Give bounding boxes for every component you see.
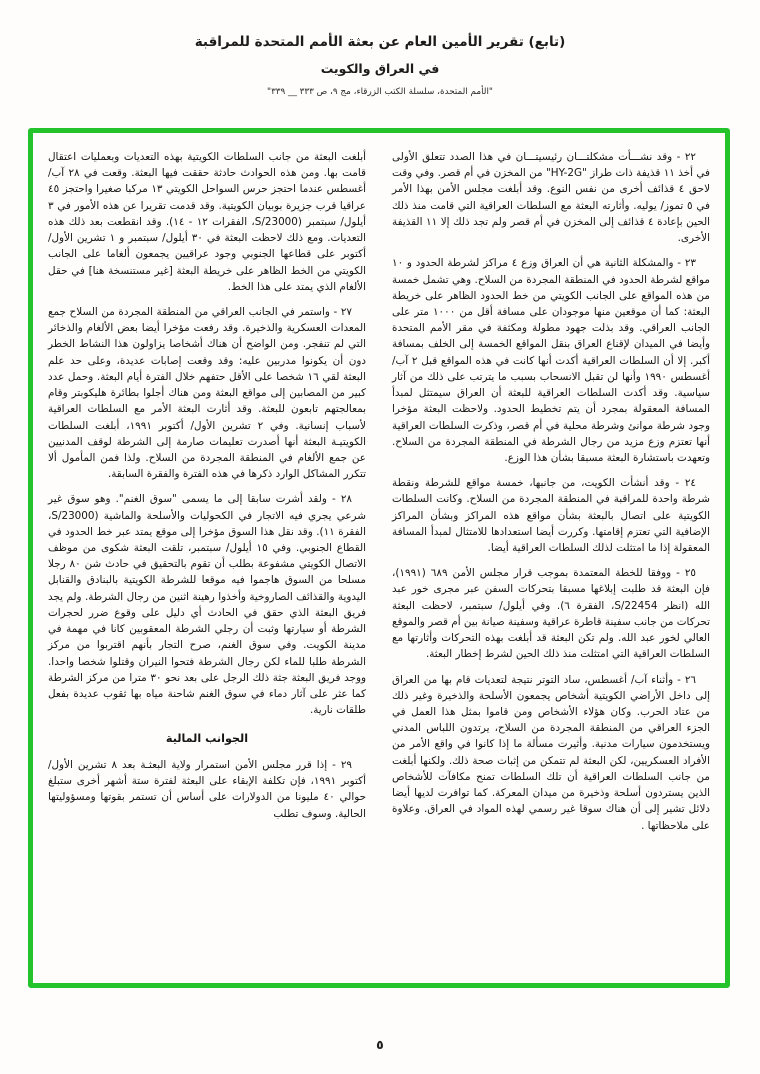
column-right <box>392 149 710 973</box>
paragraph-23: ٢٣ - والمشكلة الثانية هي أن العراق وزع ٤ مراكز لشرطة الحدود و ١٠ مواقع لشرطة الحدود في المنطقة المجردة من السلاح. وهي تشمل خمسة من هذه المواقع على الجانب الكويتي من خط الحدود الظاهر على خريطة البعثة: كما أن موقعين منها موجودان على مسافة أقل من ١٠٠٠ متر على الجانب العراقي. وقد بذلت جهود مطولة ومكثفة في مقر الأمم المتحدة وأيضا في الميدان لإقناع العراق بنقل المواقع الخمسة إلى الخلف بمسافة أكبر. إلا أن السلطات العراقية أكدت أنها كانت في هذه المواقع قبل ٢ آب/ أغسطس ١٩٩٠ وأنها لن تقبل الانسحاب بسبب ما يترتب على ذلك من آثار سياسية. وقد أكدت السلطات العراقية للبعثة أن العراق سيمتثل لمبدأ المسافة المعقولة بمجرد أن يتم تخطيط الحدود. ولاحظت البعثة مؤخرا وجود شرطة موانئ وشرطة محلية في أم قصر، وذكرت السلطات العراقية أنها تعتزم وزع مزيد من رجال الشرطة في المنطقة المجردة من السلاح. وتعهدت باستشارة البعثة مسبقا بشأن هذا الوزع. <box>392 257 710 464</box>
paragraph-25: ٢٥ - ووفقا للخطة المعتمدة بموجب قرار مجلس الأمن ٦٨٩ (١٩٩١)، فإن البعثة قد طلبت إبلاغها مسبقا بتحركات السفن عبر مجرى خور عبد الله (انظر S/22454، الفقرة ٦). وفي أيلول/ سبتمبر، لاحظت البعثة تحركات من جانب سفينة قاطرة عراقية وسفينة صيانة بين أم قصر والموقع العالي لخور عبد الله. ولم تكن البعثة قد أبلغت بهذه التحركات وأثارتها مع السلطات العراقية التي امتثلت منذ ذلك الحين لشرط إخطار البعثة. <box>392 567 711 661</box>
paragraph-26: ٢٦ - وأثناء آب/ أغسطس، ساد التوتر نتيجة لتعديات قام بها من العراق إلى داخل الأراضي الكويتية أشخاص يجمعون الأسلحة والذخيرة وغير ذلك من عتاد الحرب. وكان هؤلاء الأشخاص ومن قاموا بمثل هذا العمل في الجزء العراقي من المنطقة المجردة من السلاح، يرتدون اللباس المدني ويستخدمون سيارات مدنية. وأثيرت مسألة ما إذا كانوا في واقع الأمر من الأفراد العسكريين، لكن البعثة لم تتمكن من إثبات صحة ذلك. ولكنها أبلغت من جانب السلطات العراقية أن تلك السلطات تمنح مكافآت للأشخاص الذين يستردون أسلحة وذخيرة من ميدان المعركة. كما توافرت لديها أيضا دلائل تشير إلى أن هناك سوقا غير رسمي لهذه المواد في العراق. وعلاوة على ملاحظاتها . <box>392 673 710 832</box>
report-title-line-1: (تابع) تقرير الأمين العام عن بعثة الأمم المتحدة للمراقبة <box>194 34 566 50</box>
document-header <box>0 34 760 97</box>
paragraph-29: ٢٩ - إذا قرر مجلس الأمن استمرار ولاية البعثـة بعد ٨ تشرين الأول/ أكتوبر ١٩٩١، فإن تكلفة الإبقاء على البعثة لفترة ستة أشهر أخرى ستبلغ حوالي ٤٠ مليونا من الدولارات على أساس أن تستمر بقوتها ومسؤوليتها الحالية. وسوف تطلب <box>48 758 367 820</box>
source-citation: "الأمم المتحدة، سلسلة الكتب الزرقاء، مج ٩، ص ٣٣٣ __ ٣٣٩" <box>267 87 493 97</box>
report-title-line-2: في العراق والكويت <box>320 61 440 76</box>
content-frame-green-border <box>28 128 730 988</box>
paragraph-24: ٢٤ - وقد أنشأت الكويت، من جانبها، خمسة مواقع للشرطة ونقطة شرطة واحدة للمراقبة في المنطقة المجردة من السلاح. وكانت السلطات الكويتية على اتصال بالبعثة بشأن مواقع هذه المراكز وبشأن المراكز الإضافية التي تعتزم إقامتها. وكررت أيضا استعدادها للامتثال لمبدأ المسافة المعقولة إذا ما امتثلت لذلك السلطات العراقية أيضا. <box>392 477 710 555</box>
two-column-layout <box>48 149 710 973</box>
page-number: ٥ <box>376 1037 384 1052</box>
section-heading-financial-aspects: الجوانب المالية <box>165 732 249 746</box>
column-left <box>48 149 366 973</box>
paragraph-28: ٢٨ - ولقد أشرت سابقا إلى ما يسمى "سوق الغنم". وهو سوق غير شرعي يجري فيه الاتجار في الكحوليات والأسلحة والماشية (S/23000، الفقرة ١١). وقد نقل هذا السوق مؤخرا إلى موقع يمتد عبر خط الحدود في القطاع الجنوبي. وفي ١٥ أيلول/ سبتمبر، تلقت البعثة شكوى من موظف الاتصال الكويتي مشفوعة بطلب أن تقوم بالتحقيق في حادث شن ٨٠ رجلا مسلحا من السوق هاجموا فيه موقعا للشرطة الكويتية بالبنادق والقنابل اليدوية والقذائف الصاروخية وأخذوا رهينة اثنين من رجال الشرطة. ولم يجد فريق البعثة الذي حقق في الحادث أي دليل على وقوع ضرر لحجرات الشرطة أو سيارتها وثبت أن رجلي الشرطة المعقوبين كانا في مهمة في مدينة الكويت. وفي سوق الغنم، صرح التجار بأنهم اقتربوا من مركز الشرطة طلبا للماء لكن رجال الشرطة فتحوا النيران وقتلوا شخصا واحدا. ووجد فريق البعثة جثة ذلك الرجل على بعد نحو ٣٠ مترا من مركز الشرطة كما عثر على آثار دماء في سوق الغنم شاحنة مياه بها ثقوب عديدة بفعل طلقات نارية. <box>48 493 367 717</box>
paragraph-27: ٢٧ - واستمر في الجانب العراقي من المنطقة المجردة من السلاح جمع المعدات العسكرية والذخيرة. وقد رفعت مؤخرا أيضا بعض الألغام والذخائر التي لم تنفجر. ومن الواضح أن هناك أشخاصا يزاولون هذا النشاط الخطر دون أن يكونوا مدربين عليه: وقد وقعت إصابات عديدة، وعلى حد علم البعثة لقي ١٦ شخصا على الأقل حتفهم خلال الفترة أيام البعثة. وحمل عدد كبير من المصابين إلى مواقع البعثة ومن هناك أجلوا بطائرة هليكوبتر وقام بمعالجتهم تابعون للبعثة. وقد أثارت البعثة الأمر مع السلطات العراقية لأسباب إنسانية. وفي ٢ تشرين الأول/ أكتوبر ١٩٩١، أبلغت السلطات الكويتيـة البعثة أنها أصدرت تعليمات صارمة إلى الشرطة لوقف المدنيين عن جمع الألغام في المنطقة المجردة من السلاح. ولذا فمن المأمول ألا تتكرر المشاكل الوارد ذكرها في هذه الفترة والفقرة السابقة. <box>48 305 366 481</box>
paragraph-22: ٢٢ - وقد نشـــأت مشكلتـــان رئيسيتـــان في هذا الصدد تتعلق الأولى في أخذ ١١ قذيفة ذات طراز "HY-2G" من المخزن في أم قصر. وفي وقت لاحق ٤ قذائف أخرى من نفس النوع. وقد أبلغت مجلس الأمن بهذا الأمر في ٥ تموز/ يوليه. وأثارته البعثة مع السلطات العراقية التي قامت منذ ذلك الحين بإعادة ٤ قذائف إلى المخزن في أم قصر ولم تجد ذلك إلا ١١ القذيفة الأخرى. <box>392 151 710 245</box>
paragraph-continuation: أبلغت البعثة من جانب السلطات الكويتية بهذه التعديات وبعمليات اعتقال قامت بها. ومن هذه الحوادث حادثة حققت فيها البعثة. وقعت في ٢٨ آب/ أغسطس عندما احتجز حرس السواحل الكويتي ١٣ مركبا صغيرا واحتجز ٤٥ عراقيا قرب جزيرة بوبيان الكويتية. وقد قدمت تقريرا عن هذه الأمور في ٣ أيلول/ سبتمبر (S/23000، الفقرات ١٢ - ١٤). وقد انقطعت بعد ذلك هذه التعديات. ومع ذلك لاحظت البعثة في ٣٠ أيلول/ سبتمبر و ١ تشرين الأول/ أكتوبر على قطاعها الجنوبي وجود عراقيين يجمعون ألغاما على الجانب الكويتي من الخط الظاهر على خريطة البعثة [غير مستنسخة هنا] في حقل الألغام الذي يمتد على هذا الخط. <box>48 151 366 293</box>
